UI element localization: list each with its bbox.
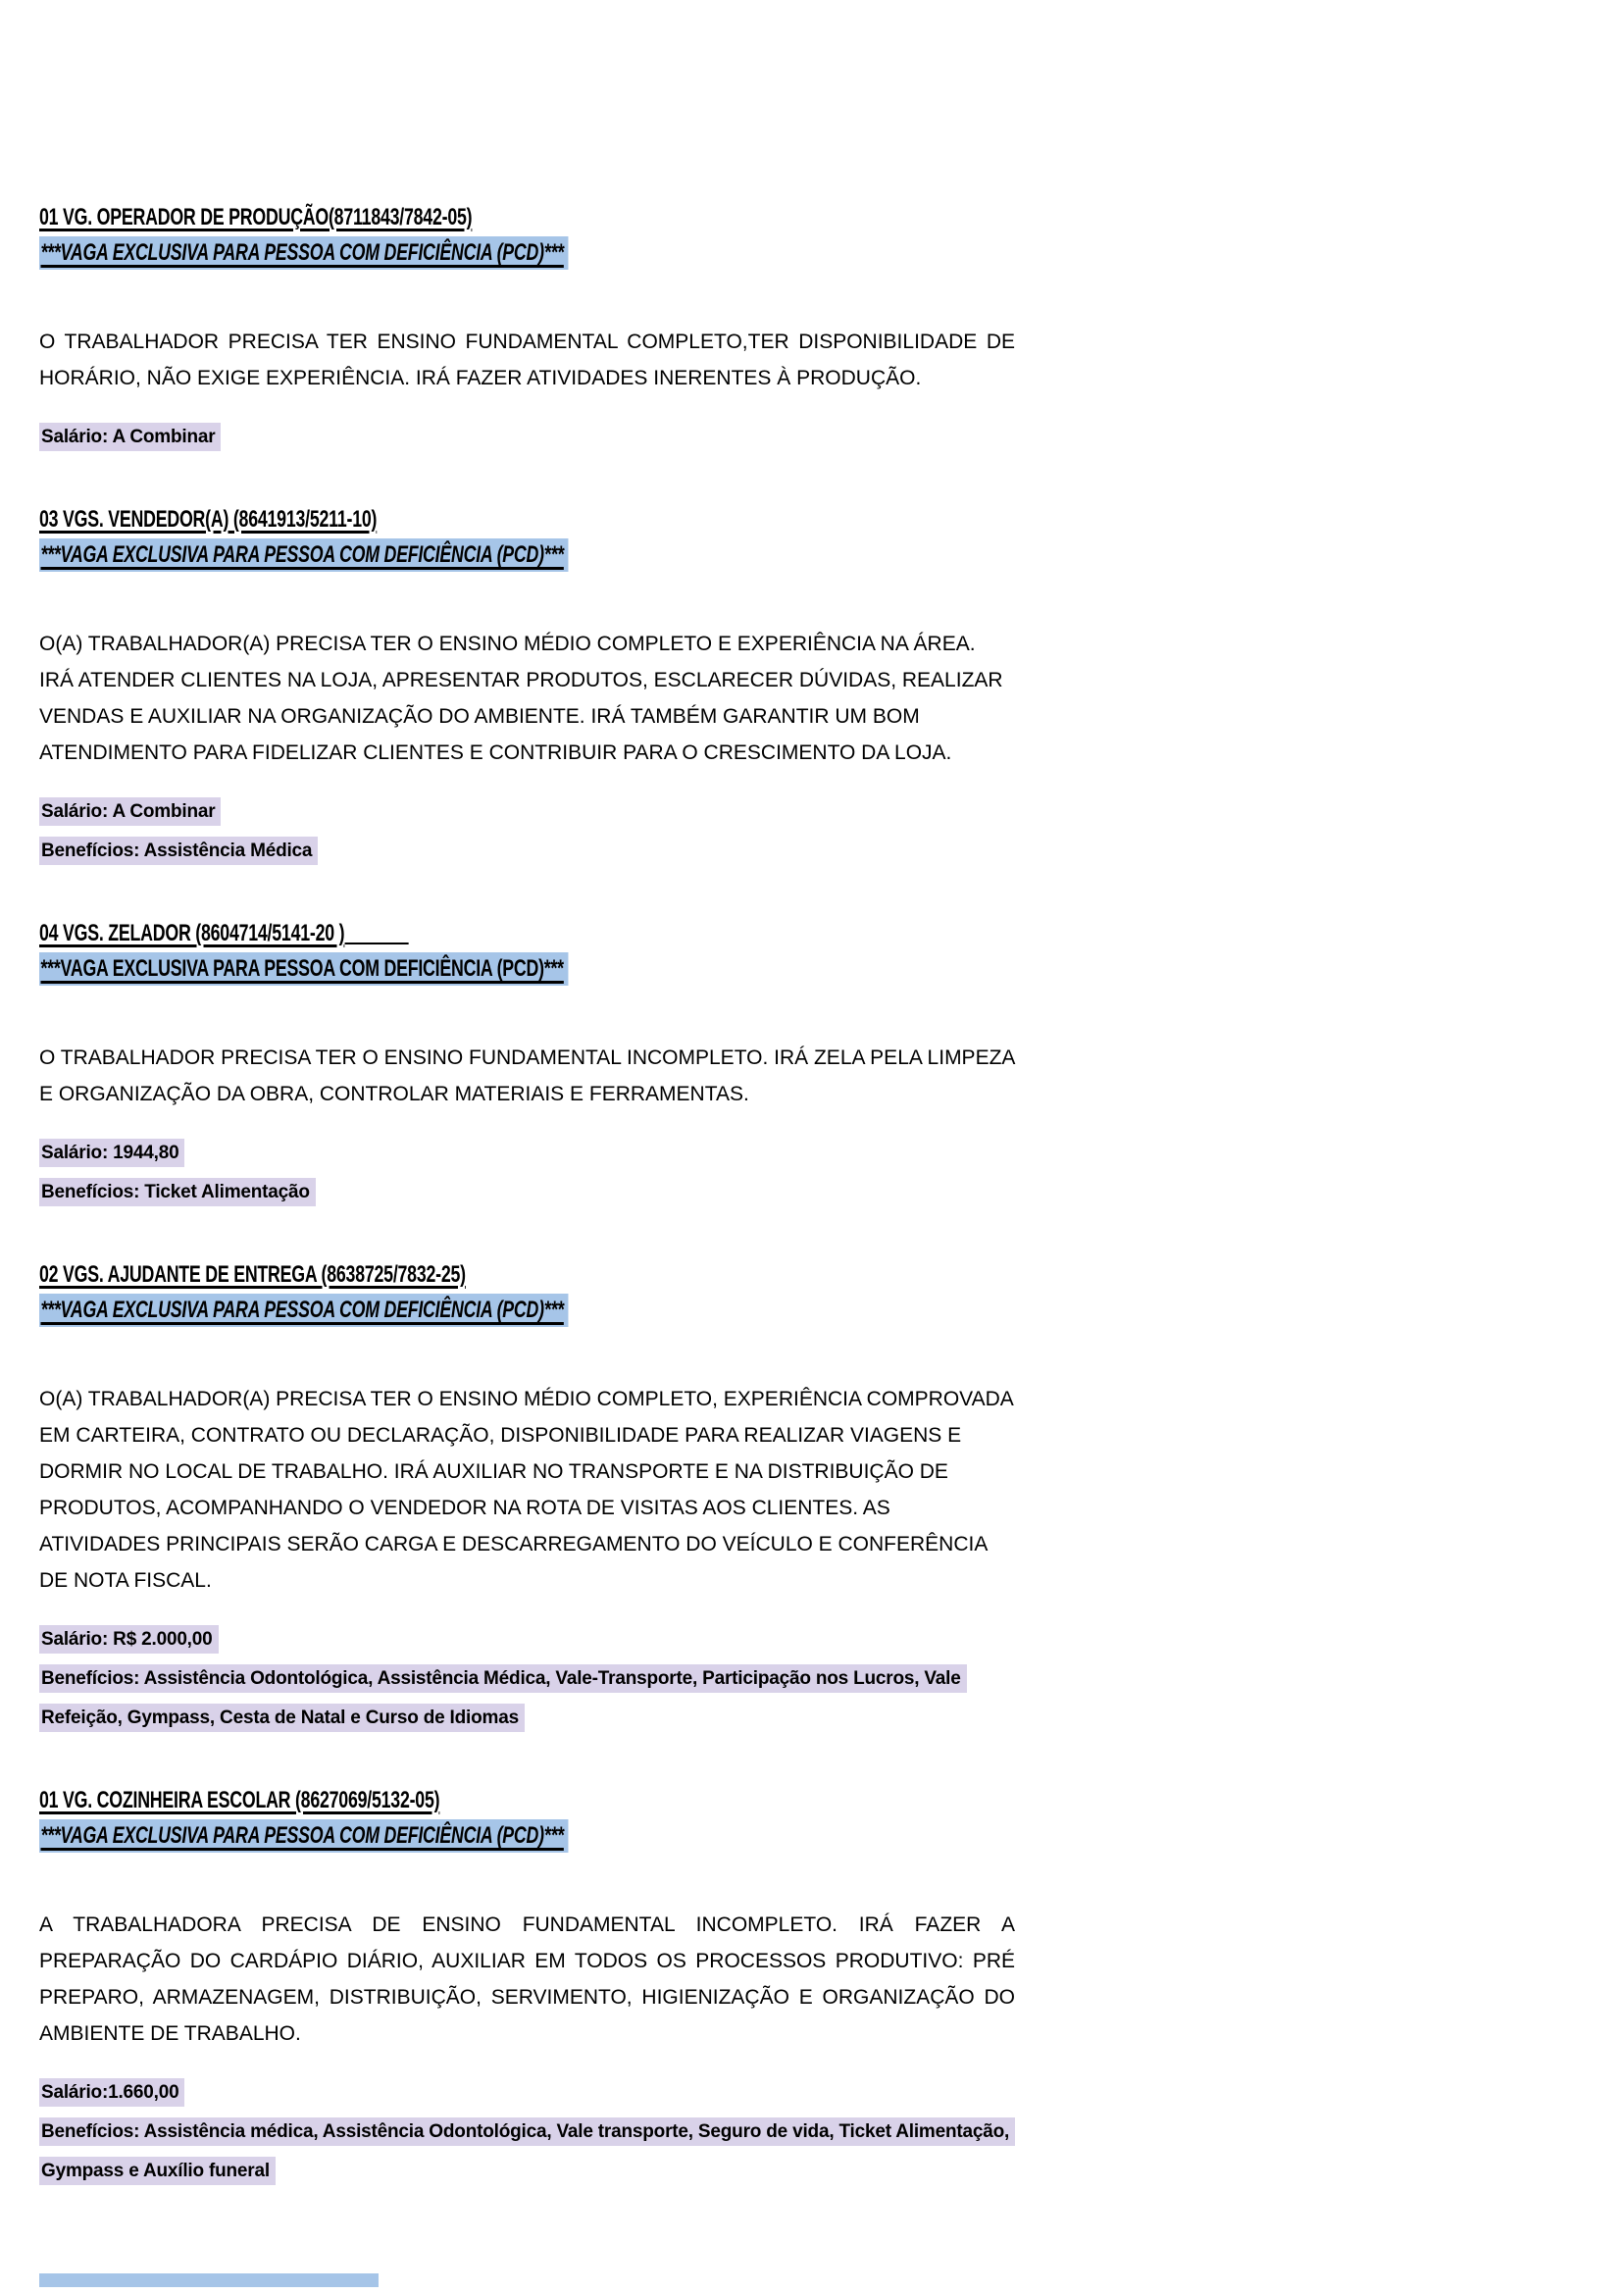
- pcd-exclusive-note-text: ***VAGA EXCLUSIVA PARA PESSOA COM DEFICIÊNCIA (PCD)***: [39, 236, 568, 270]
- pay-block: [39, 792, 1015, 871]
- benefits-line: [39, 1659, 1015, 1738]
- job-title: [39, 916, 761, 951]
- next-section-highlight-peek: [39, 2273, 379, 2287]
- job-listing: [39, 502, 1015, 871]
- salary-text: Salário: A Combinar: [39, 423, 221, 451]
- job-listing: [39, 916, 1015, 1212]
- job-title-text: 02 VGS. AJUDANTE DE ENTREGA (8638725/7832-25): [39, 1261, 466, 1288]
- job-title-text: 01 VG. OPERADOR DE PRODUÇÃO(8711843/7842-05): [39, 204, 473, 230]
- pcd-exclusive-note-text: ***VAGA EXCLUSIVA PARA PESSOA COM DEFICIÊNCIA (PCD)***: [39, 952, 568, 986]
- pcd-exclusive-note-text: ***VAGA EXCLUSIVA PARA PESSOA COM DEFICIÊNCIA (PCD)***: [39, 538, 568, 572]
- pcd-exclusive-note: [39, 1818, 761, 1854]
- benefits-text: Benefícios: Assistência Médica: [39, 837, 318, 865]
- pay-block: [39, 1134, 1015, 1212]
- pcd-exclusive-note-text: ***VAGA EXCLUSIVA PARA PESSOA COM DEFICIÊNCIA (PCD)***: [39, 1294, 568, 1327]
- pay-block: [39, 1620, 1015, 1738]
- salary-text: Salário: R$ 2.000,00: [39, 1625, 219, 1654]
- salary-line: [39, 792, 1015, 832]
- job-title: [39, 1783, 761, 1818]
- pcd-exclusive-note: [39, 537, 761, 573]
- job-title-text: 04 VGS. ZELADOR (8604714/5141-20 ): [39, 920, 345, 946]
- job-title: [39, 502, 761, 537]
- job-title-text: 01 VG. COZINHEIRA ESCOLAR (8627069/5132-05): [39, 1787, 440, 1813]
- benefits-line: [39, 1173, 1015, 1212]
- salary-line: [39, 1620, 1015, 1659]
- salary-text: Salário:1.660,00: [39, 2078, 184, 2107]
- job-description: O(A) TRABALHADOR(A) PRECISA TER O ENSINO MÉDIO COMPLETO E EXPERIÊNCIA NA ÁREA. IRÁ ATENDER CLIENTES NA LOJA, APRESENTAR PRODUTOS, ESCLARECER DÚVIDAS, REALIZAR VENDAS E AUXILIAR NA ORGANIZAÇÃO DO AMBIENTE. IRÁ TAMBÉM GARANTIR UM BOM ATENDIMENTO PARA FIDELIZAR CLIENTES E CONTRIBUIR PARA O CRESCIMENTO DA LOJA.: [39, 633, 1003, 764]
- pcd-exclusive-note: [39, 951, 761, 987]
- job-listing: [39, 1783, 1015, 2191]
- pay-block: [39, 2073, 1015, 2191]
- job-listings: [39, 200, 1015, 2191]
- benefits-line: [39, 2113, 1015, 2191]
- job-title: [39, 200, 761, 235]
- job-description: O TRABALHADOR PRECISA TER O ENSINO FUNDAMENTAL INCOMPLETO. IRÁ ZELA PELA LIMPEZA E ORGANIZAÇÃO DA OBRA, CONTROLAR MATERIAIS E FERRAMENTAS.: [39, 1046, 1015, 1105]
- heading-underline-tail: [344, 919, 408, 944]
- benefits-text: Benefícios: Assistência Odontológica, Assistência Médica, Vale-Transporte, Participação nos Lucros, Vale Refeição, Gympass, Cesta de Natal e Curso de Idiomas: [39, 1664, 967, 1732]
- salary-line: [39, 1134, 1015, 1173]
- pcd-exclusive-note: [39, 1293, 761, 1328]
- pcd-exclusive-note: [39, 235, 761, 271]
- job-description: O TRABALHADOR PRECISA TER ENSINO FUNDAMENTAL COMPLETO,TER DISPONIBILIDADE DE HORÁRIO, NÃO EXIGE EXPERIÊNCIA. IRÁ FAZER ATIVIDADES INERENTES À PRODUÇÃO.: [39, 331, 1015, 389]
- benefits-text: Benefícios: Ticket Alimentação: [39, 1178, 316, 1206]
- job-description: O(A) TRABALHADOR(A) PRECISA TER O ENSINO MÉDIO COMPLETO, EXPERIÊNCIA COMPROVADA EM CARTEIRA, CONTRATO OU DECLARAÇÃO, DISPONIBILIDADE PARA REALIZAR VIAGENS E DORMIR NO LOCAL DE TRABALHO. IRÁ AUXILIAR NO TRANSPORTE E NA DISTRIBUIÇÃO DE PRODUTOS, ACOMPANHANDO O VENDEDOR NA ROTA DE VISITAS AOS CLIENTES. AS ATIVIDADES PRINCIPAIS SERÃO CARGA E DESCARREGAMENTO DO VEÍCULO E CONFERÊNCIA DE NOTA FISCAL.: [39, 1388, 1013, 1592]
- salary-text: Salário: A Combinar: [39, 797, 221, 826]
- salary-line: [39, 418, 1015, 457]
- benefits-line: [39, 832, 1015, 871]
- job-description: A TRABALHADORA PRECISA DE ENSINO FUNDAMENTAL INCOMPLETO. IRÁ FAZER A PREPARAÇÃO DO CARDÁPIO DIÁRIO, AUXILIAR EM TODOS OS PROCESSOS PRODUTIVO: PRÉ PREPARO, ARMAZENAGEM, DISTRIBUIÇÃO, SERVIMENTO, HIGIENIZAÇÃO E ORGANIZAÇÃO DO AMBIENTE DE TRABALHO.: [39, 1913, 1015, 2045]
- job-listing: [39, 200, 1015, 457]
- salary-line: [39, 2073, 1015, 2113]
- pcd-exclusive-note-text: ***VAGA EXCLUSIVA PARA PESSOA COM DEFICIÊNCIA (PCD)***: [39, 1819, 568, 1853]
- pay-block: [39, 418, 1015, 457]
- job-listing: [39, 1257, 1015, 1738]
- job-title-text: 03 VGS. VENDEDOR(A) (8641913/5211-10): [39, 506, 378, 533]
- salary-text: Salário: 1944,80: [39, 1139, 184, 1167]
- benefits-text: Benefícios: Assistência médica, Assistência Odontológica, Vale transporte, Seguro de vida, Ticket Alimentação, Gympass e Auxílio funeral: [39, 2117, 1015, 2185]
- job-title: [39, 1257, 761, 1293]
